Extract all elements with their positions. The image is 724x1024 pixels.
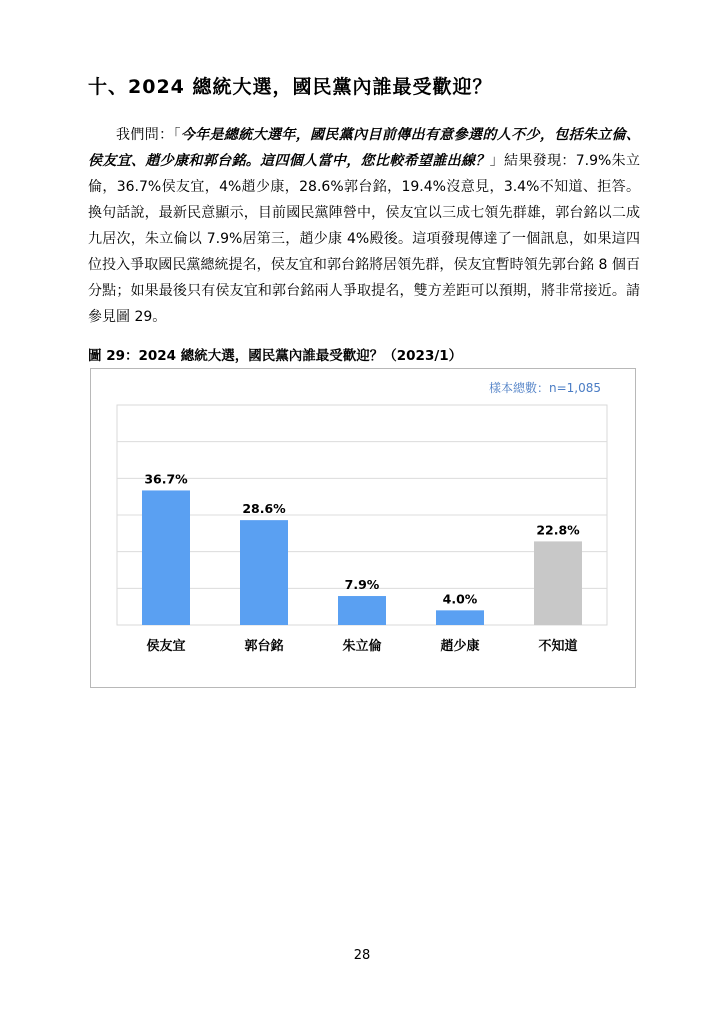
body-close-quote: 」 — [489, 153, 505, 169]
data-label-4: 4.0% — [442, 591, 478, 607]
category-label-2: 郭台銘 — [244, 639, 284, 654]
section-title: 十、2024 總統大選，國民黨內誰最受歡迎？ — [88, 76, 493, 98]
data-label-5: 22.8% — [536, 522, 580, 538]
category-label-3: 朱立倫 — [342, 639, 382, 654]
bar-5 — [534, 541, 582, 625]
body-paragraph — [88, 122, 640, 330]
bar-1 — [142, 490, 190, 625]
category-label-5: 不知道 — [538, 639, 578, 654]
data-label-1: 36.7% — [144, 471, 188, 487]
body-intro: 我們問：「 — [116, 127, 181, 143]
bar-4 — [436, 610, 484, 625]
chart-container — [90, 368, 636, 688]
bar-chart — [91, 369, 635, 687]
bar-2 — [240, 520, 288, 625]
body-findings: 結果發現：7.9%朱立倫，36.7%侯友宜，4%趙少康，28.6%郭台銘，19.4%沒意見，3.4%不知道、拒答。換句話說，最新民意顯示，目前國民黨陣營中，侯友宜以三成七領先群雄，郭台銘以二成九居次，朱立倫以 7.9%居第三，趙少康 4%殿後。這項發現傳達了一個訊息，如果這四位投入爭取國民黨總統提名，侯友宜和郭台銘將居領先群，侯友宜暫時領先郭台銘 8 個百分點；如果最後只有侯友宜和郭台銘兩人爭取提名，雙方差距可以預期，將非常接近。請參見圖 29。 — [88, 153, 641, 325]
data-label-3: 7.9% — [344, 577, 380, 593]
data-label-2: 28.6% — [242, 501, 286, 517]
bar-3 — [338, 596, 386, 625]
figure-caption: 圖 29：2024 總統大選，國民黨內誰最受歡迎？（2023/1） — [88, 348, 463, 364]
survey-question: 今年是總統大選年，國民黨內目前傳出有意參選的人不少，包括朱立倫、侯友宜、趙少康和郭台銘。這四個人當中，您比較希望誰出線？ — [88, 127, 641, 169]
category-label-1: 侯友宜 — [146, 639, 186, 654]
category-label-4: 趙少康 — [440, 639, 480, 654]
page-number: 28 — [353, 948, 371, 963]
sample-size-note: 樣本總數：n=1,085 — [488, 381, 601, 395]
